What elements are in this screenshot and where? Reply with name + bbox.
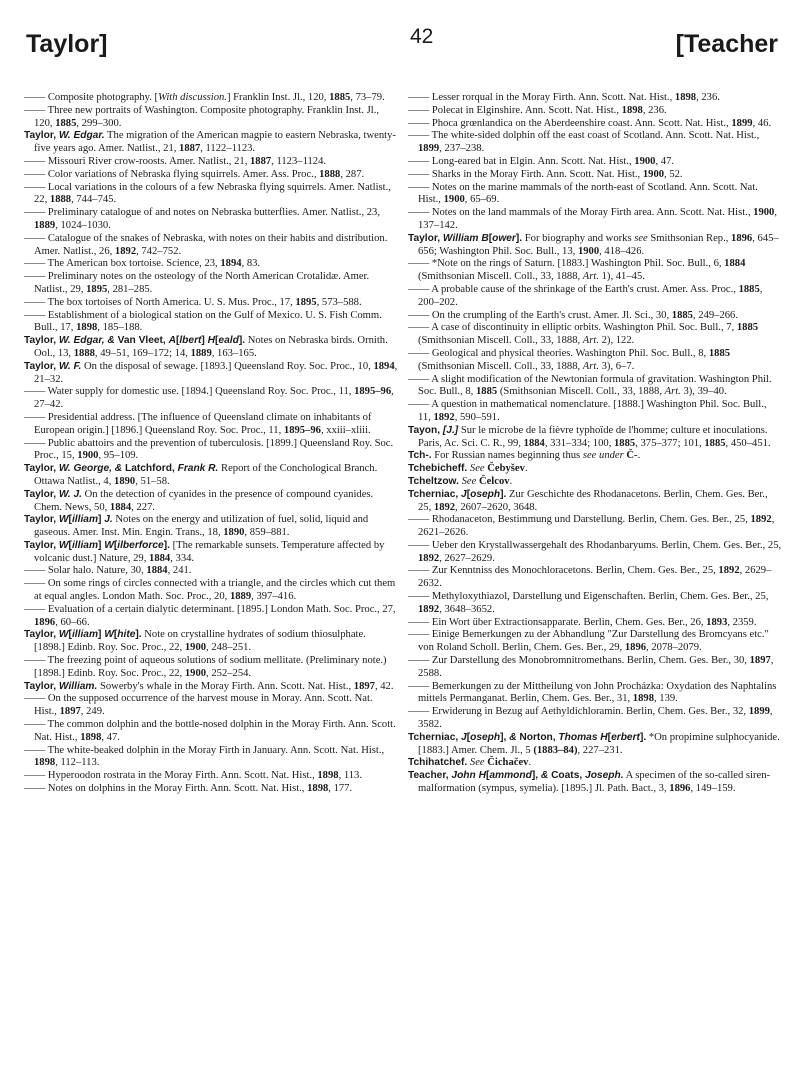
bibliography-entry <box>24 361 398 387</box>
author-name: Tchebicheff. <box>408 463 468 475</box>
author-name: Taylor, W. Edgar, & Van Vleet, A[lbert] H[eald]. <box>24 335 246 347</box>
entry-text: Composite photography. [With discussion.] Franklin Inst. Jl., 120, 1885, 73–79. <box>47 92 385 103</box>
entry-text: Ueber den Krystallwassergehalt des Rhodanbaryums. Berlin, Chem. Ges. Ber., 25, 1892, 2627–2629. <box>418 539 782 564</box>
entry-text: The common dolphin and the bottle-nosed dolphin in the Moray Firth. Ann. Scott. Nat. Hist., 1898, 47. <box>34 719 396 743</box>
bibliography-entry <box>408 489 782 515</box>
entry-text: Preliminary notes on the osteology of the North American Crotalidæ. Amer. Natlist., 29, 1895, 281–285. <box>34 271 370 295</box>
bibliography-entry <box>408 258 782 284</box>
bibliography-entry <box>408 156 782 169</box>
entry-text: [The remarkable sunsets. Temperature affected by volcanic dust.] Nature, 29, 1884, 334. <box>34 539 385 564</box>
ditto-dash: —— <box>408 130 432 142</box>
entry-text: Notes on the energy and utilization of fuel, solid, liquid and gaseous. Amer. Inst. Min. Engin. Trans., 18, 1890, 859–881. <box>34 514 369 539</box>
bibliography-entry <box>408 732 782 758</box>
bibliography-entry <box>408 105 782 118</box>
ditto-dash: —— <box>24 296 48 308</box>
entry-text: Zur Darstellung des Monobromnitromethans. Berlin, Chem. Ges. Ber., 30, 1897, 2588. <box>418 655 774 679</box>
ditto-dash: —— <box>408 591 432 603</box>
author-name: Taylor, William B[ower]. <box>408 232 523 244</box>
entry-text: *Note on the rings of Saturn. [1883.] Washington Phil. Soc. Bull., 6, 1884 (Smithsonian Miscell. Coll., 33, 1888, Art. 1), 41–45. <box>418 258 746 283</box>
entry-text: The box tortoises of North America. U. S. Mus. Proc., 17, 1895, 573–588. <box>47 296 362 308</box>
ditto-dash: —— <box>408 706 432 718</box>
entry-text: See Čelcov. <box>461 475 513 487</box>
entry-text: On the disposal of sewage. [1893.] Queensland Roy. Soc. Proc., 10, 1894, 21–32. <box>34 360 398 385</box>
bibliography-entry <box>24 169 398 182</box>
entry-text: Ein Wort über Extractionsapparate. Berlin, Chem. Ges. Ber., 26, 1893, 2359. <box>431 616 757 628</box>
bibliography-entry <box>24 130 398 156</box>
bibliography-entry <box>24 604 398 630</box>
bibliography-entry <box>408 348 782 374</box>
bibliography-entry <box>24 565 398 578</box>
entry-text: Einige Bemerkungen zu der Abhandlung "Zur Darstellung des Bromcyans etc." von Roland Scholl. Berlin, Chem. Ges. Ber., 29, 1896, 2078–2079. <box>418 629 769 654</box>
entry-text: On the crumpling of the Earth's crust. Amer. Jl. Sci., 30, 1885, 249–266. <box>431 309 738 321</box>
ditto-dash: —— <box>408 309 432 321</box>
bibliography-entry <box>24 745 398 771</box>
ditto-dash: —— <box>408 155 432 167</box>
entry-text: Lesser rorqual in the Moray Firth. Ann. Scott. Nat. Hist., 1898, 236. <box>431 92 720 103</box>
bibliography-entry <box>408 92 782 105</box>
bibliography-entry <box>24 438 398 464</box>
author-name: Taylor, W[illiam] W[hite]. <box>24 629 142 641</box>
ditto-dash: —— <box>408 347 432 359</box>
entry-text: A specimen of the so-called siren-malformation (sympus, symelia). [1895.] Jl. Path. Bact., 3, 1896, 149–159. <box>418 770 771 795</box>
entry-text: Notes on the marine mammals of the north-east of Scotland. Ann. Scott. Nat. Hist., 1900, 65–69. <box>418 181 758 206</box>
ditto-dash: —— <box>408 322 432 334</box>
entry-text: A case of discontinuity in elliptic orbits. Washington Phil. Soc. Bull., 7, 1885 (Smithsonian Miscell. Coll., 33, 1888, Art. 2), 122. <box>418 322 759 347</box>
ditto-dash: —— <box>24 770 48 782</box>
entry-text: Bemerkungen zu der Mittheilung von John Procházka: Oxydation des Naphtalins mittels Permanganat. Berlin, Chem. Ges. Ber., 31, 1898, 139. <box>418 680 777 705</box>
entry-text: *On propimine sulphocyanide. [1883.] Amer. Chem. Jl., 5 (1883–84), 227–231. <box>418 731 780 756</box>
entry-text: Notes on the land mammals of the Moray Firth area. Ann. Scott. Nat. Hist., 1900, 137–142. <box>418 207 777 231</box>
entry-text: The white-sided dolphin off the east coast of Scotland. Ann. Scott. Nat. Hist., 1899, 237–238. <box>418 130 760 155</box>
ditto-dash: —— <box>408 104 432 116</box>
ditto-dash: —— <box>24 578 48 590</box>
page-number: 42 <box>410 25 434 48</box>
bibliography-entry <box>24 207 398 233</box>
entry-text: Geological and physical theories. Washington Phil. Soc. Bull., 8, 1885 (Smithsonian Miscell. Coll., 33, 1888, Art. 3), 6–7. <box>418 347 731 372</box>
entry-text: Catalogue of the snakes of Nebraska, with notes on their habits and distribution. Amer. Natlist., 26, 1892, 742–752. <box>34 232 388 257</box>
entry-text: Establishment of a biological station on the Gulf of Mexico. U. S. Fish Comm. Bull., 17, 1898, 185–188. <box>34 309 382 334</box>
entry-text: A slight modification of the Newtonian formula of gravitation. Washington Phil. Soc. Bull., 8, 1885 (Smithsonian Miscell. Coll., 33, 1888, Art. 3), 39–40. <box>418 373 772 398</box>
ditto-dash: —— <box>408 629 432 641</box>
ditto-dash: —— <box>24 437 48 449</box>
author-name: Taylor, W. J. <box>24 488 82 500</box>
entry-text: The freezing point of aqueous solutions of sodium mellitate. (Preliminary note.) [1898.] Edinb. Roy. Soc. Proc., 22, 1900, 252–254. <box>34 655 387 679</box>
bibliography-entry <box>408 591 782 617</box>
entry-text: Erwiderung in Bezug auf Aethyldichloramin. Berlin, Chem. Ges. Ber., 32, 1899, 3582. <box>418 706 773 731</box>
bibliography-entry <box>408 655 782 681</box>
author-name: Taylor, W. Edgar. <box>24 130 105 142</box>
bibliography-entry <box>24 92 398 105</box>
entry-text: See Čichačev. <box>469 757 532 769</box>
bibliography-entry <box>408 425 782 451</box>
bibliography-entry <box>408 463 782 476</box>
bibliography-entry <box>24 156 398 169</box>
page-header <box>26 25 778 70</box>
ditto-dash: —— <box>24 181 48 193</box>
entry-text: Zur Kenntniss des Monochloracetons. Berlin, Chem. Ges. Ber., 25, 1892, 2629–2632. <box>418 565 772 590</box>
left-column <box>24 92 398 796</box>
entry-text: Long-eared bat in Elgin. Ann. Scott. Nat. Hist., 1900, 47. <box>431 155 675 167</box>
entry-text: The American box tortoise. Science, 23, 1894, 83. <box>47 258 261 270</box>
entry-text: Public abattoirs and the prevention of tuberculosis. [1899.] Queensland Roy. Soc. Proc., 15, 1900, 95–109. <box>34 437 394 462</box>
ditto-dash: —— <box>24 655 48 667</box>
ditto-dash: —— <box>24 565 48 577</box>
entry-text: On some rings of circles connected with a triangle, and the circles which cut them at equal angles. London Math. Soc. Proc., 20, 1889, 397–416. <box>34 578 396 603</box>
author-name: Tcheltzow. <box>408 475 459 487</box>
bibliography-entry <box>24 783 398 796</box>
entry-text: Color variations of Nebraska flying squirrels. Amer. Ass. Proc., 1888, 287. <box>47 168 365 180</box>
entry-text: Evaluation of a certain dialytic determinant. [1895.] London Math. Soc. Proc., 27, 1896, 60–66. <box>34 603 396 628</box>
ditto-dash: —— <box>408 283 432 295</box>
ditto-dash: —— <box>408 655 432 667</box>
bibliography-entry <box>24 233 398 259</box>
entry-text: For biography and works see Smithsonian Rep., 1896, 645–656; Washington Phil. Soc. Bull., 13, 1900, 418–426. <box>418 232 779 257</box>
bibliography-entry <box>408 706 782 732</box>
author-name: Tcherniac, J[oseph]. <box>408 488 507 500</box>
ditto-dash: —— <box>24 92 48 103</box>
ditto-dash: —— <box>24 168 48 180</box>
entry-text: Solar halo. Nature, 30, 1884, 241. <box>47 565 192 577</box>
author-name: Teacher, John H[ammond], & Coats, Joseph. <box>408 770 624 782</box>
author-name: Taylor, William. <box>24 680 98 692</box>
author-name: Taylor, W[illiam] J. <box>24 514 113 526</box>
bibliography-entry <box>24 719 398 745</box>
entry-text: Rhodanaceton, Bestimmung und Darstellung. Berlin, Chem. Ges. Ber., 25, 1892, 2621–2626. <box>418 514 775 539</box>
bibliography-entry <box>24 386 398 412</box>
bibliography-entry <box>408 476 782 489</box>
ditto-dash: —— <box>24 411 48 423</box>
entry-text: Notes on dolphins in the Moray Firth. Ann. Scott. Nat. Hist., 1898, 177. <box>47 783 353 795</box>
bibliography-entry <box>24 105 398 131</box>
entry-text: Presidential address. [The influence of Queensland climate on inhabitants of European origin.] [1896.] Queensland Roy. Soc. Proc., 11, 1895–96, xxiii–xliii. <box>34 411 372 436</box>
bibliography-entry <box>408 182 782 208</box>
ditto-dash: —— <box>24 744 48 756</box>
bibliography-entry <box>24 489 398 515</box>
bibliography-entry <box>24 271 398 297</box>
ditto-dash: —— <box>408 92 432 103</box>
entry-text: Report of the Conchological Branch. Ottawa Natlist., 4, 1890, 51–58. <box>34 463 378 487</box>
entry-text: Phoca grœnlandica on the Aberdeenshire coast. Ann. Scott. Nat. Hist., 1899, 46. <box>431 117 772 129</box>
entry-text: Sharks in the Moray Firth. Ann. Scott. Nat. Hist., 1900, 52. <box>431 168 683 180</box>
entry-text: On the supposed occurrence of the harvest mouse in Moray. Ann. Scott. Nat. Hist., 1897, 249. <box>34 693 373 718</box>
ditto-dash: —— <box>408 565 432 577</box>
bibliography-entry <box>408 450 782 463</box>
entry-text: Water supply for domestic use. [1894.] Queensland Roy. Soc. Proc., 11, 1895–96, 27–42. <box>34 386 394 411</box>
entry-text: The migration of the American magpie to eastern Nebraska, twenty-five years ago. Amer. Natlist., 21, 1887, 1122–1123. <box>34 130 396 155</box>
ditto-dash: —— <box>408 207 432 219</box>
entry-text: See Čebyšev. <box>469 463 528 475</box>
bibliography-entry <box>24 693 398 719</box>
entry-text: A probable cause of the shrinkage of the Earth's crust. Amer. Ass. Proc., 1885, 200–202. <box>418 283 763 308</box>
entry-text: Hyperoodon rostrata in the Moray Firth. Ann. Scott. Nat. Hist., 1898, 113. <box>47 770 363 782</box>
entry-text: Methyloxythiazol, Darstellung und Eigenschaften. Berlin, Chem. Ges. Ber., 25, 1892, 3648–3652. <box>418 591 769 615</box>
ditto-dash: —— <box>408 181 432 193</box>
bibliography-entry <box>24 514 398 540</box>
entry-text: Sur le microbe de la fièvre typhoïde de l'homme; culture et inoculations. Paris, Ac. Sci. C. R., 99, 1884, 331–334; 100, 1885, 375–377; 101, 1885, 450–451. <box>418 424 771 449</box>
bibliography-entry <box>24 310 398 336</box>
bibliography-entry <box>24 629 398 655</box>
bibliography-entry <box>408 322 782 348</box>
bibliography-entry <box>24 335 398 361</box>
bibliography-entry <box>24 182 398 208</box>
bibliography-entry <box>408 565 782 591</box>
author-name: Tch-. <box>408 450 432 462</box>
ditto-dash: —— <box>24 258 48 270</box>
right-column <box>408 92 782 796</box>
bibliography-entry <box>24 540 398 566</box>
bibliography-entry <box>408 374 782 400</box>
bibliography-entry <box>408 130 782 156</box>
entry-text: Sowerby's whale in the Moray Firth. Ann. Scott. Nat. Hist., 1897, 42. <box>97 680 394 692</box>
ditto-dash: —— <box>24 155 48 167</box>
ditto-dash: —— <box>24 104 48 116</box>
ditto-dash: —— <box>24 232 48 244</box>
bibliography-entry <box>24 258 398 271</box>
bibliography-entry <box>24 412 398 438</box>
ditto-dash: —— <box>24 603 48 615</box>
bibliography-entry <box>24 655 398 681</box>
bibliography-entry <box>408 284 782 310</box>
entry-text: A question in mathematical nomenclature. [1888.] Washington Phil. Soc. Bull., 11, 1892, 590–591. <box>418 399 767 423</box>
author-name: Taylor, W[illiam] W[ilberforce]. <box>24 539 170 551</box>
bibliography-entry <box>408 514 782 540</box>
ditto-dash: —— <box>24 271 48 283</box>
entry-text: Three new portraits of Washington. Composite photography. Franklin Inst. Jl., 120, 1885, 299–300. <box>34 104 379 129</box>
ditto-dash: —— <box>408 680 432 692</box>
bibliography-entry <box>24 463 398 489</box>
ditto-dash: —— <box>408 514 432 526</box>
author-name: Tcherniac, J[oseph], & Norton, Thomas H[erbert]. <box>408 731 647 743</box>
entry-text: Local variations in the colours of a few Nebraska flying squirrels. Amer. Natlist., 22, 1888, 744–745. <box>34 181 391 206</box>
bibliography-entry <box>408 757 782 770</box>
bibliography-entry <box>408 770 782 796</box>
bibliography-entry <box>24 578 398 604</box>
ditto-dash: —— <box>24 693 48 705</box>
bibliography-entry <box>24 681 398 694</box>
author-name: Tayon, [J.] <box>408 424 459 436</box>
entry-text: Notes on Nebraska birds. Ornith. Ool., 13, 1888, 49–51, 169–172; 14, 1889, 163–165. <box>34 335 388 359</box>
ditto-dash: —— <box>408 539 432 551</box>
ditto-dash: —— <box>408 616 432 628</box>
entry-text: Missouri River crow-roosts. Amer. Natlist., 21, 1887, 1123–1124. <box>47 155 327 167</box>
ditto-dash: —— <box>408 168 432 180</box>
entry-text: On the detection of cyanides in the presence of compound cyanides. Chem. News, 50, 1884, 227. <box>34 488 374 513</box>
entry-text: For Russian names beginning thus see under Č-. <box>431 450 641 462</box>
header-left-guide-word: Taylor] <box>26 30 108 58</box>
bibliography-entry <box>408 629 782 655</box>
ditto-dash: —— <box>24 719 48 731</box>
bibliography-entry <box>408 233 782 259</box>
bibliography-entry <box>408 169 782 182</box>
author-name: Tchihatchef. <box>408 757 468 769</box>
ditto-dash: —— <box>24 207 48 219</box>
bibliography-entry <box>24 770 398 783</box>
ditto-dash: —— <box>408 399 432 411</box>
bibliography-entry <box>408 399 782 425</box>
bibliography-entry <box>408 310 782 323</box>
bibliography-entry <box>408 540 782 566</box>
bibliography-entry <box>408 681 782 707</box>
author-name: Taylor, W. F. <box>24 360 82 372</box>
ditto-dash: —— <box>24 386 48 398</box>
entry-text: The white-beaked dolphin in the Moray Firth in January. Ann. Scott. Nat. Hist., 1898, 112–113. <box>34 744 385 769</box>
bibliography-entry <box>408 617 782 630</box>
entry-text: Preliminary catalogue of and notes on Nebraska butterflies. Amer. Natlist., 23, 1889, 1024–1030. <box>34 207 380 231</box>
entry-text: Zur Geschichte des Rhodanacetons. Berlin, Chem. Ges. Ber., 25, 1892, 2607–2620, 3648. <box>418 488 768 513</box>
author-name: Taylor, W. George, & Latchford, Frank R. <box>24 463 219 475</box>
bibliography-entry <box>24 297 398 310</box>
bibliography-entry <box>408 207 782 233</box>
ditto-dash: —— <box>408 258 432 270</box>
ditto-dash: —— <box>408 117 432 129</box>
header-right-guide-word: [Teacher <box>675 30 778 58</box>
entry-text: Polecat in Elginshire. Ann. Scott. Nat. Hist., 1898, 236. <box>431 104 667 116</box>
ditto-dash: —— <box>24 783 48 795</box>
ditto-dash: —— <box>24 309 48 321</box>
ditto-dash: —— <box>408 373 432 385</box>
bibliography-entry <box>408 118 782 131</box>
entry-text: Note on crystalline hydrates of sodium thiosulphate. [1898.] Edinb. Roy. Soc. Proc., 22, 1900, 248–251. <box>34 629 366 654</box>
